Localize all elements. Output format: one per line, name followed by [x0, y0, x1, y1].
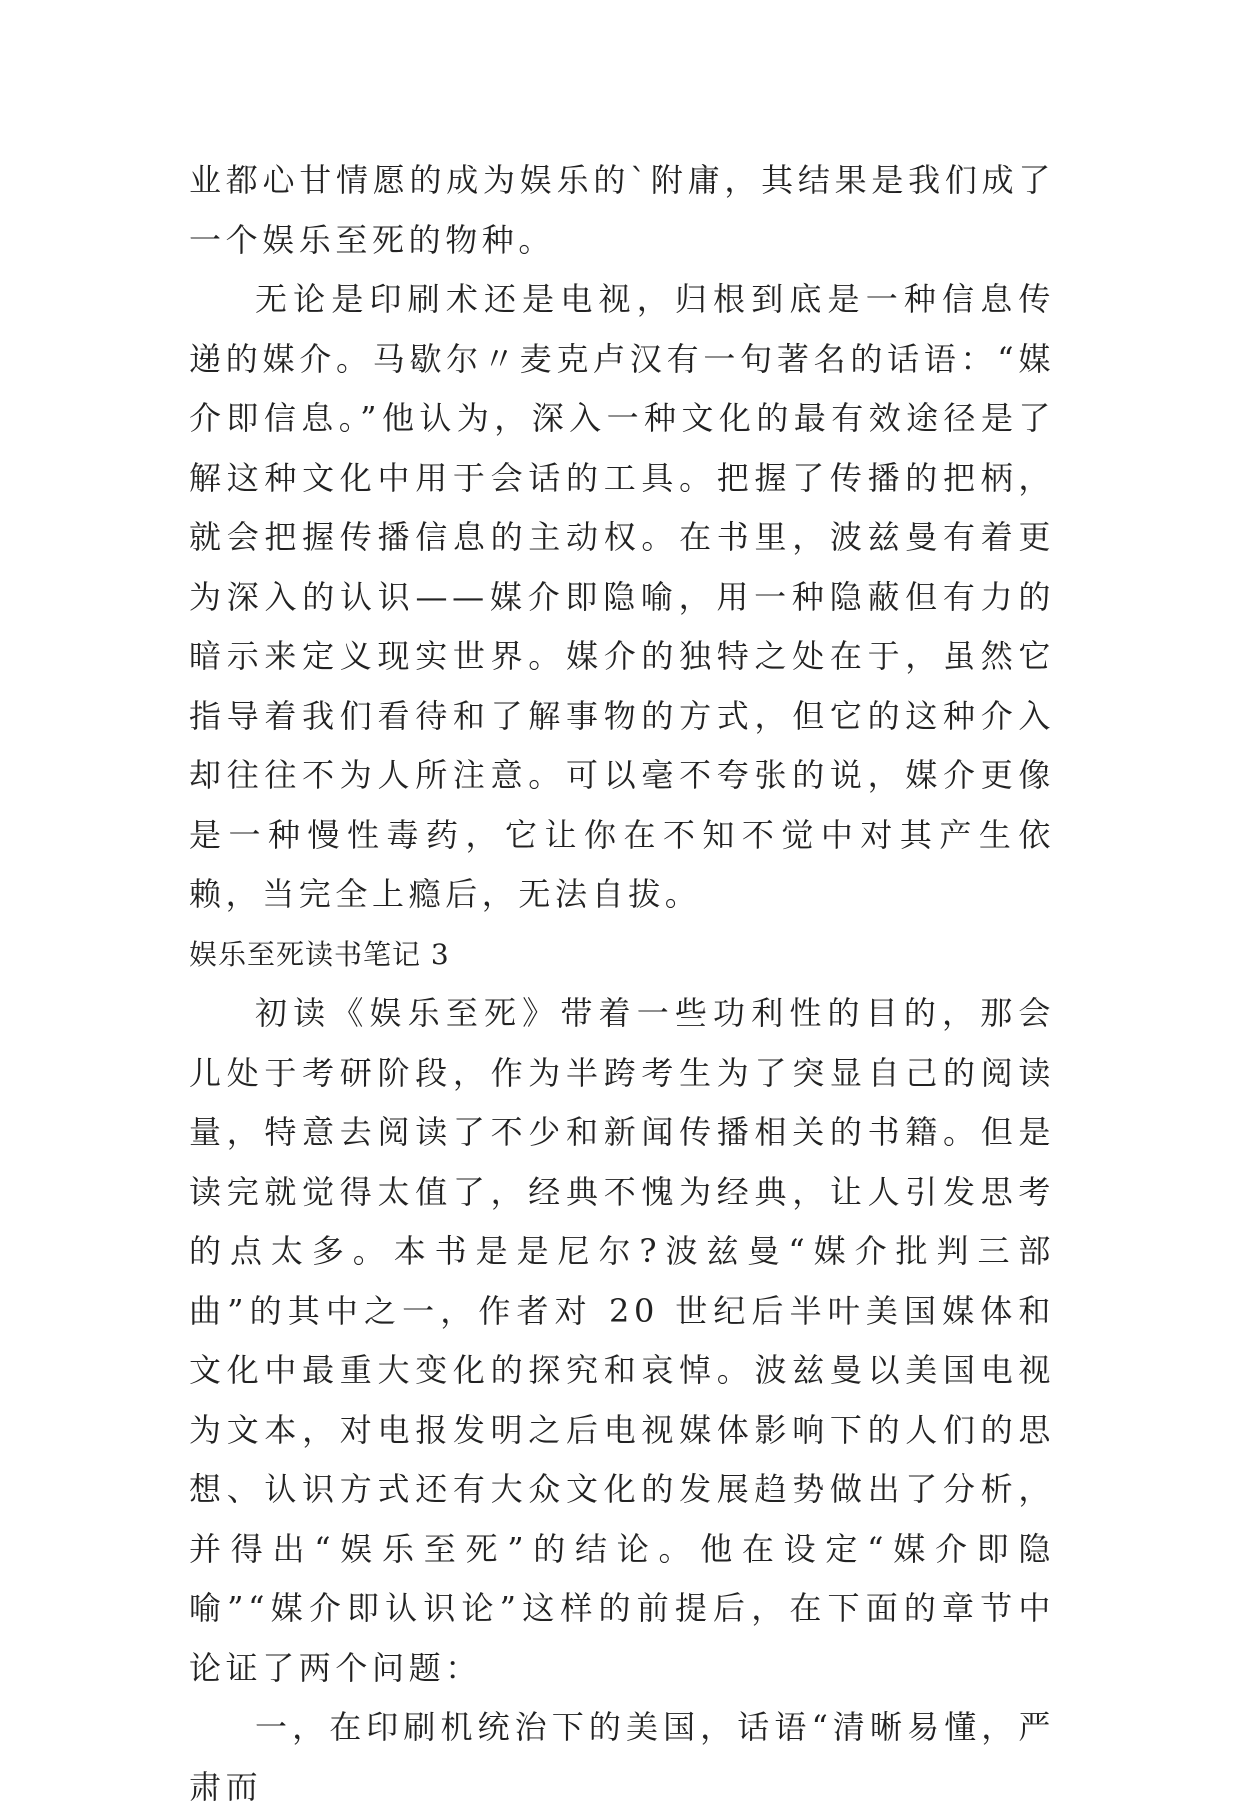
- section-heading: 娱乐至死读书笔记 3: [189, 937, 450, 971]
- document-body: [189, 151, 1055, 1817]
- paragraph-continuation: 业都心甘情愿的成为娱乐的`附庸，其结果是我们成了一个娱乐至死的物种。: [189, 161, 1055, 259]
- paragraph-media-metaphor: 无论是印刷术还是电视，归根到底是一种信息传递的媒介。马歇尔〃麦克卢汉有一句著名的话语：“媒介即信息。”他认为，深入一种文化的最有效途径是了解这种文化中用于会话的工具。把握了传播的把柄，就会把握传播信息的主动权。在书里，波兹曼有着更为深入的认识——媒介即隐喻，用一种隐蔽但有力的暗示来定义现实世界。媒介的独特之处在于，虽然它指导着我们看待和了解事物的方式，但它的这种介入却往往不为人所注意。可以毫不夸张的说，媒介更像是一种慢性毒药，它让你在不知不觉中对其产生依赖，当完全上瘾后，无法自拔。: [189, 280, 1055, 913]
- paragraph-first-reading: 初读《娱乐至死》带着一些功利性的目的，那会儿处于考研阶段，作为半跨考生为了突显自己的阅读量，特意去阅读了不少和新闻传播相关的书籍。但是读完就觉得太值了，经典不愧为经典，让人引发思考的点太多。本书是是尼尔?波兹曼“媒介批判三部曲”的其中之一，作者对 20 世纪后半叶美国媒体和文化中最重大变化的探究和哀悼。波兹曼以美国电视为文本，对电报发明之后电视媒体影响下的人们的思想、认识方式还有大众文化的发展趋势做出了分析，并得出“娱乐至死”的结论。他在设定“媒介即隐喻”“媒介即认识论”这样的前提后，在下面的章节中论证了两个问题：: [189, 994, 1055, 1687]
- paragraph-point-one: 一，在印刷机统治下的美国，话语“清晰易懂，严肃而: [189, 1708, 1055, 1806]
